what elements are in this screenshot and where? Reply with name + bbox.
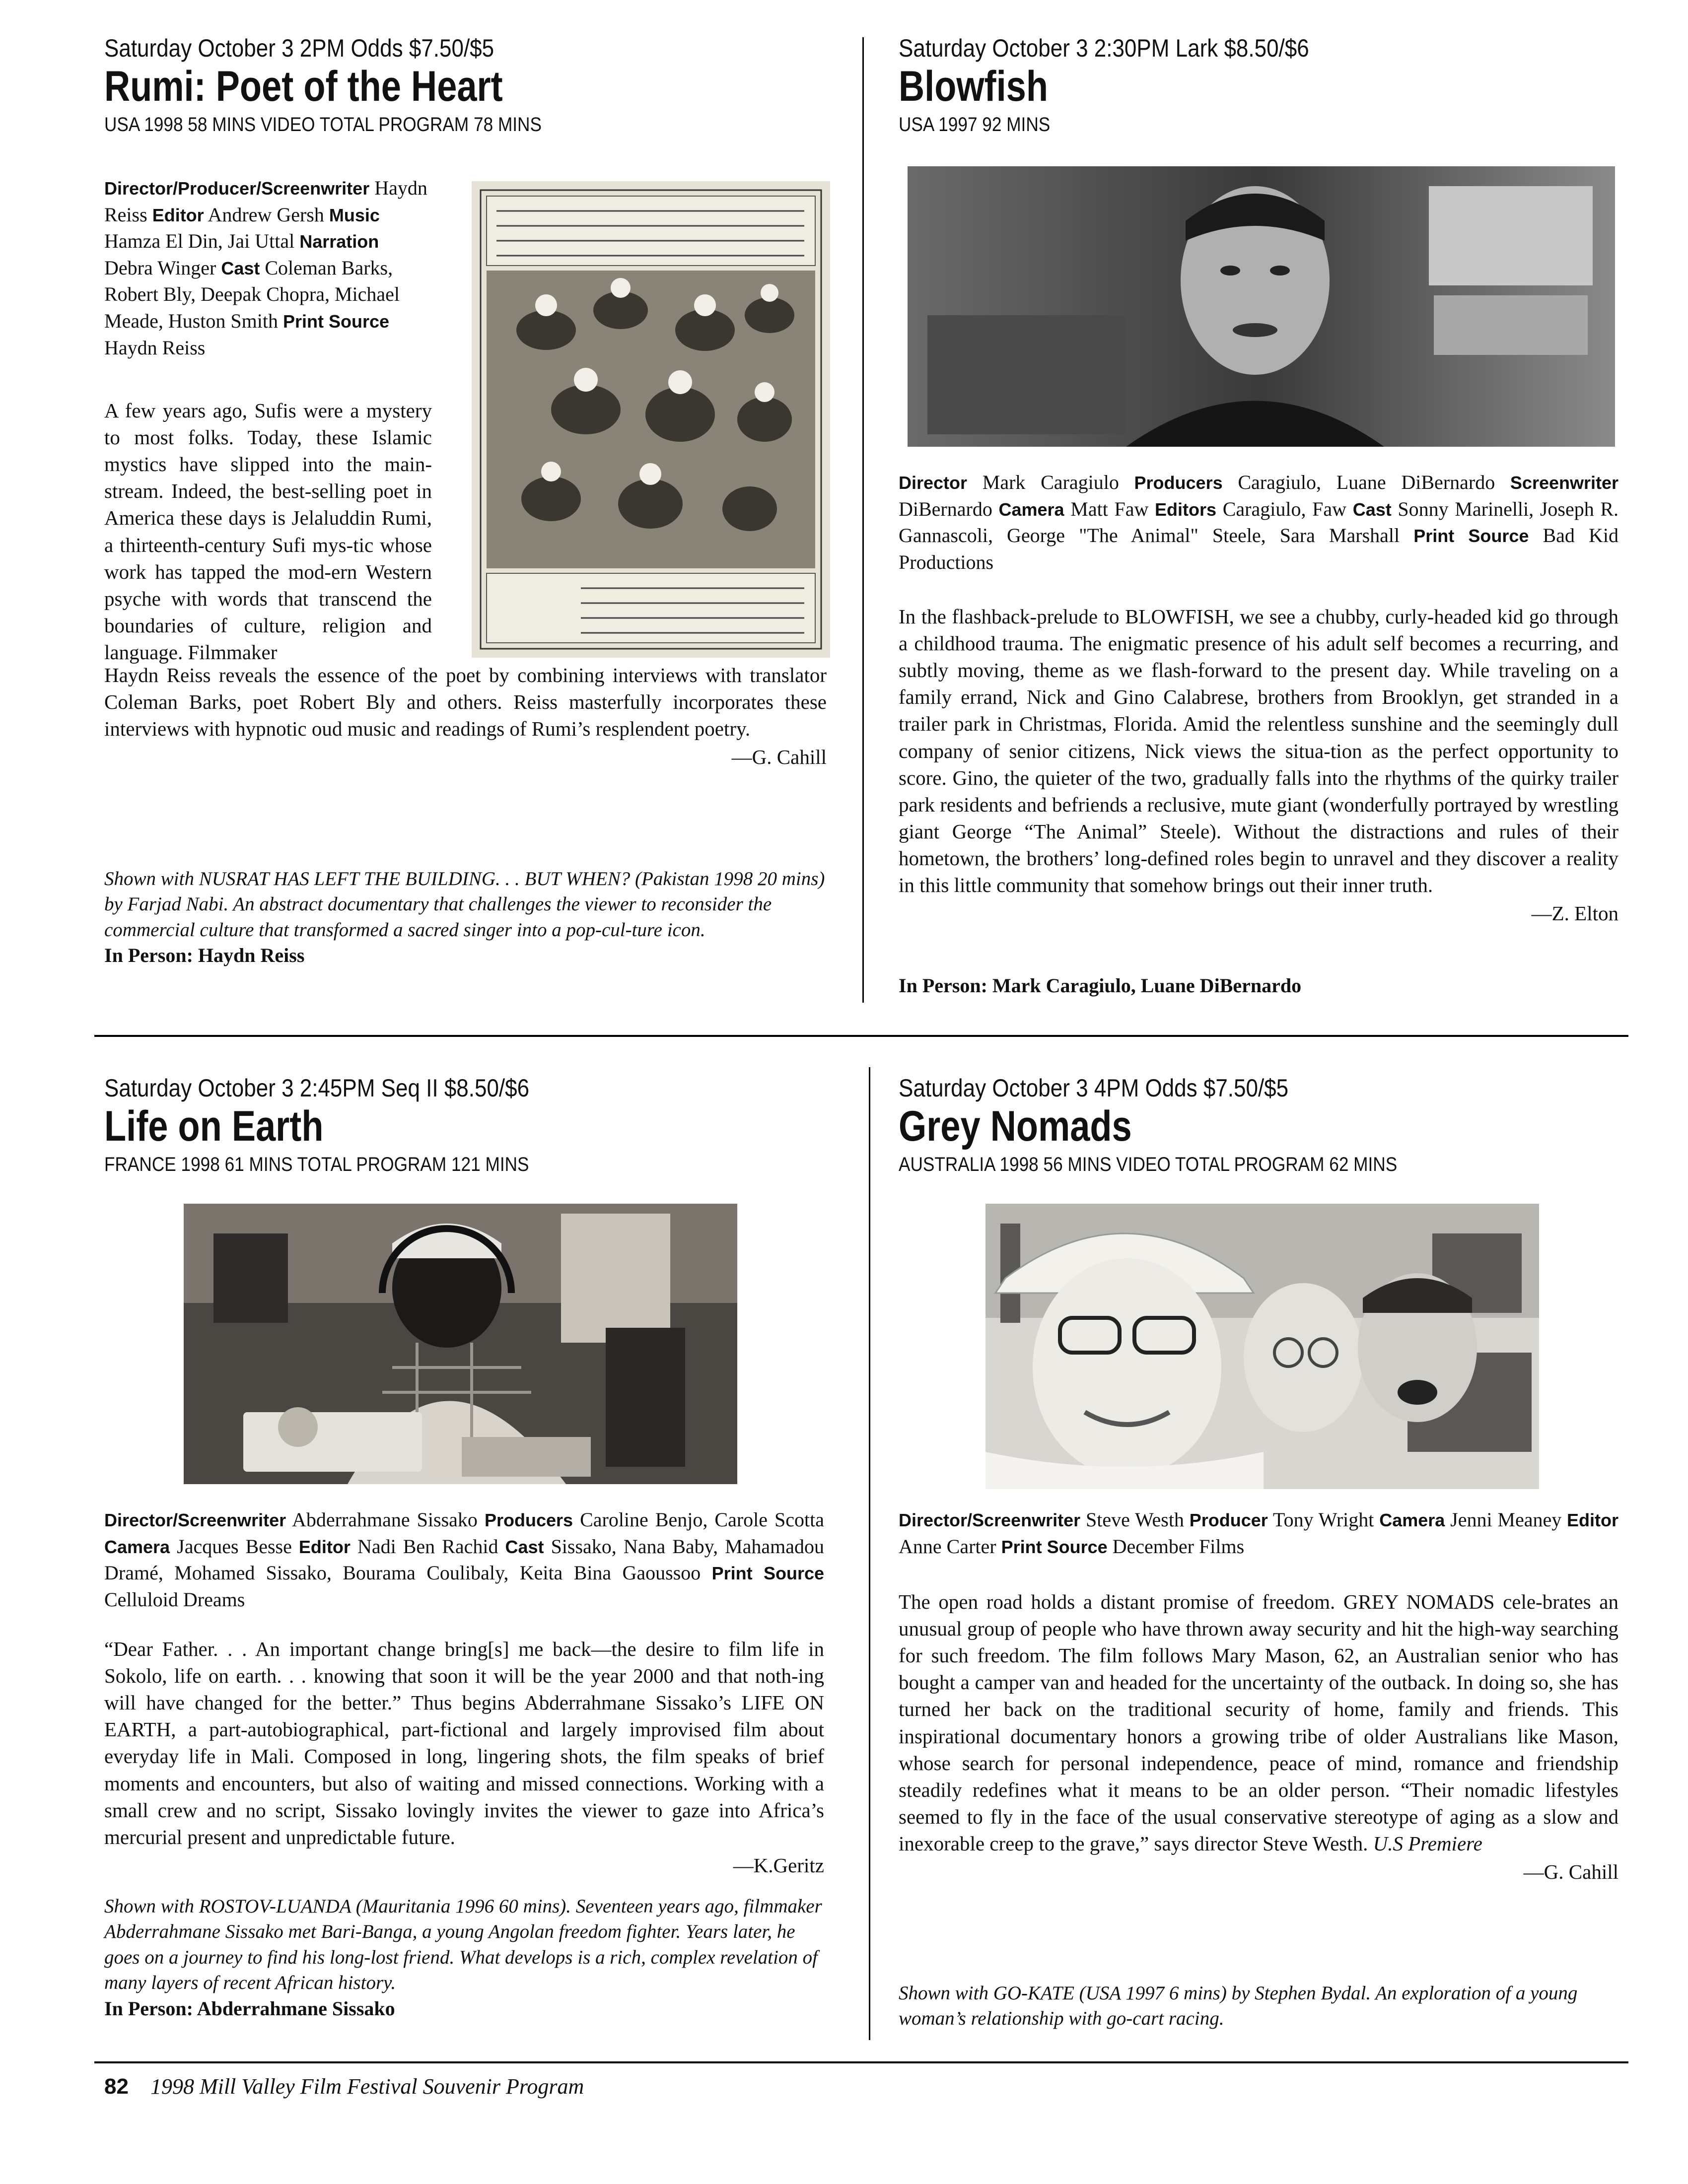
credit-value: Coleman Barks, Robert Bly, Deepak Chopra, Michael Meade, Huston Smith [104,256,400,332]
screening-info: Saturday October 3 2:45PM Seq II $8.50/$6 [104,1074,530,1102]
rumi-description [104,397,432,666]
credit-label: Camera [104,1536,170,1557]
credit-label: Print Source [1413,526,1529,546]
film-description: A few years ago, Sufis were a mystery to most folks. Today, these Islamic mystics have slipped into the main-stream. Indeed, the best-selling poet in America these days is Jelaluddin Rumi, a thirteenth-century Sufi mys-tic whose work has tapped the mod-ern Western psyche with words that transcend the boundaries of culture, religion and language. Filmmaker [104,399,432,664]
credit-label: Print Source [711,1563,825,1584]
film-description: In the flashback-prelude to BLOWFISH, we see a chubby, curly-headed kid go through a childhood trauma. The enigmatic presence of his adult self becomes a recurring, and subtly moving, theme as we flash-forward to the present day. While traveling on a family errand, Nick and Gino Calabrese, brothers from Brooklyn, get stranded in a trailer park in Christmas, Florida. Amid the relentless sunshine and the seemingly dull company of senior citizens, Nick views the situa-tion as the perfect opportunity to score. Gino, the quieter of the two, gradually falls into the rhythms of the quirky trailer park residents and befriends a reclusive, mute giant (wonderfully portrayed by wrestling giant George “The Animal” Steele). Without the distractions and rules of their hometown, the brothers’ long-defined roles begin to unravel and they discover a reality in this little community that somehow brings out their inner truth. [899,605,1618,897]
entry-grey-nomads [899,1075,1618,1176]
description-text: The open road holds a distant promise of freedom. GREY NOMADS cele-brates an unusual group of people who have thrown away security and hit the high-way searching for such freedom. The film follows Mary Mason, 62, an Australian senior who has bought a camper van and headed for the uncertainty of the outback. In doing so, she has turned her back on the traditional security of home, family and friends. This inspirational documentary honors a growing tribe of older Australians like Mason, whose search for personal independence, peace of mind, romance and friendship steadily redefines what it means to be an older person. “Their nomadic lifestyles seemed to fly in the face of the usual conservative stereotype of aging as a slow and inexorable creep to the grave,” says director Steve Westh. [899,1590,1618,1855]
credit-label: Cast [221,258,260,278]
grey-credits [899,1506,1618,1560]
credit-value: Tony Wright [1272,1508,1374,1531]
credit-value: Caroline Benjo, Carole Scotta [580,1508,825,1531]
film-meta: USA 1997 92 MINS [899,114,1051,136]
credit-label: Editors [1155,499,1217,520]
grey-shown-with [899,1980,1618,2032]
credit-label: Producers [1134,473,1223,493]
credit-label: Cast [505,1536,544,1557]
credit-value: Caragiulo, Faw [1222,497,1347,520]
life-description [104,1636,824,1877]
credit-value: Mark Caragiulo [982,471,1119,493]
credit-value: Matt Faw [1070,497,1149,520]
premiere-note: U.S Premiere [1373,1832,1482,1855]
screening-info: Saturday October 3 4PM Odds $7.50/$5 [899,1074,1289,1102]
life-credits [104,1506,824,1613]
film-title: Life on Earth [104,1102,324,1150]
in-person-note: In Person: Abderrahmane Sissako [104,1997,395,2020]
credit-label: Editor [152,205,204,225]
page-number: 82 [104,2074,129,2099]
credit-value: DiBernardo [899,497,992,520]
reviewer-signature: —G. Cahill [731,746,827,769]
film-title: Blowfish [899,63,1048,110]
blowfish-description [899,603,1618,925]
credit-label: Print Source [1001,1536,1108,1557]
credit-label: Director/Producer/Screenwriter [104,178,370,199]
credit-value: Nadi Ben Rachid [357,1535,498,1558]
credit-label: Producers [484,1510,573,1530]
page-footer [104,2074,1097,2099]
shown-with-note: Shown with ROSTOV-LUANDA (Mauritania 1996 60 mins). Seventeen years ago, filmmaker Abderrahmane Sissako met Bari-Banga, a young Angolan freedom fighter. Years later, he goes on a journey to find his long-lost friend. What develops is a rich, complex revelation of many layers of recent African history. [104,1896,822,1994]
credit-label: Editor [298,1536,351,1557]
rumi-credits [104,175,432,361]
film-description-continued: Haydn Reiss reveals the essence of the poet by combining interviews with translator Coleman Barks, poet Robert Bly and others. Reiss masterfully incorporates these interviews with hypnotic oud music and readings of Rumi’s resplendent poetry. [104,664,827,741]
credit-value: Debra Winger [104,256,216,279]
credit-value: Caragiulo, Luane DiBernardo [1238,471,1495,493]
blowfish-credits [899,469,1618,575]
credit-value: Jenni Meaney [1450,1508,1562,1531]
entry-life-on-earth [104,1075,824,1176]
credit-label: Cast [1352,499,1392,520]
credit-label: Director/Screenwriter [104,1510,286,1530]
credit-value: Sonny Marinelli, Joseph R. Gannascoli, George "The Animal" Steele, Sara Marshall [899,497,1619,547]
shown-with-note: Shown with GO-KATE (USA 1997 6 mins) by Stephen Bydal. An exploration of a young woman’s relationship with go-cart racing. [899,1982,1578,2030]
credit-value: Haydn Reiss [104,336,206,359]
credit-label: Music [329,205,380,225]
reviewer-signature: —K.Geritz [733,1853,824,1877]
credit-label: Narration [299,231,379,252]
life-shown-with [104,1894,824,2020]
rumi-description-continued [104,662,827,769]
rumi-manuscript-image [472,181,830,658]
life-on-earth-still-image [184,1204,737,1484]
film-meta: FRANCE 1998 61 MINS TOTAL PROGRAM 121 MINS [104,1154,529,1176]
credit-value: Sissako, Nana Baby, Mahamadou Dramé, Mohamed Sissako, Bourama Coulibaly, Keita Bina Gaoussoo [104,1535,825,1584]
credit-label: Editor [1567,1510,1619,1530]
film-description: “Dear Father. . . An important change bring[s] me back—the desire to film life in Sokolo, life on earth. . . knowing that soon it will be the year 2000 and that noth-ing will have changed for the better.” Thus begins Abderrahmane Sissako’s LIFE ON EARTH, a part-autobiographical, part-fictional and largely improvised film about everyday life in Mali. Composed in long, lingering shots, the film speaks of brief moments and encounters, but also of waiting and missed connections. Working with a small crew and no script, Sissako lovingly invites the viewer to gaze into Africa’s mercurial present and unpredictable future. [104,1638,824,1848]
credit-label: Screenwriter [1510,473,1619,493]
credit-value: Andrew Gersh [208,203,324,226]
entry-blowfish [899,35,1618,136]
film-title: Rumi: Poet of the Heart [104,63,503,110]
film-title: Grey Nomads [899,1102,1132,1150]
credit-value: Celluloid Dreams [104,1588,245,1611]
credit-label: Director/Screenwriter [899,1510,1081,1530]
credit-value: Haydn Reiss [104,177,427,226]
credit-value: Steve Westh [1085,1508,1184,1531]
reviewer-signature: —Z. Elton [1531,902,1618,925]
blowfish-in-person [899,973,1618,997]
shown-with-note: Shown with NUSRAT HAS LEFT THE BUILDING. . . BUT WHEN? (Pakistan 1998 20 mins) by Farjad Nabi. An abstract documentary that challenges the viewer to reconsider the commercial culture that transformed a sacred singer into a pop-cul-ture icon. [104,868,825,941]
film-meta: USA 1998 58 MINS VIDEO TOTAL PROGRAM 78 MINS [104,114,542,136]
vertical-divider-bottom [869,1067,870,2040]
blowfish-still-image [908,166,1615,447]
vertical-divider-top [862,37,864,1003]
credit-value: Anne Carter [899,1535,996,1558]
credit-value: Jacques Besse [177,1535,292,1558]
credit-value: Bad Kid Productions [899,524,1619,573]
credit-value: Hamza El Din, Jai Uttal [104,230,295,253]
in-person-note: In Person: Haydn Reiss [104,944,305,967]
credit-value: Abderrahmane Sissako [291,1508,478,1531]
reviewer-signature: —G. Cahill [1523,1860,1618,1884]
credit-value: December Films [1112,1535,1245,1558]
in-person-note: In Person: Mark Caragiulo, Luane DiBernardo [899,974,1302,997]
film-description [899,1588,1618,1857]
rumi-shown-with [104,866,827,967]
screening-info: Saturday October 3 2PM Odds $7.50/$5 [104,34,494,62]
credit-label: Print Source [282,311,390,332]
screening-info: Saturday October 3 2:30PM Lark $8.50/$6 [899,34,1309,62]
grey-description [899,1588,1618,1884]
film-meta: AUSTRALIA 1998 56 MINS VIDEO TOTAL PROGRAM 62 MINS [899,1154,1398,1176]
credit-label: Producer [1189,1510,1268,1530]
publication-title: 1998 Mill Valley Film Festival Souvenir Program [150,2074,584,2099]
grey-nomads-still-image [985,1204,1539,1489]
footer-rule [94,2061,1628,2063]
credit-label: Camera [1379,1510,1445,1530]
credit-label: Director [899,473,968,493]
entry-rumi [104,35,824,136]
credit-label: Camera [998,499,1064,520]
horizontal-divider-middle [94,1035,1628,1037]
